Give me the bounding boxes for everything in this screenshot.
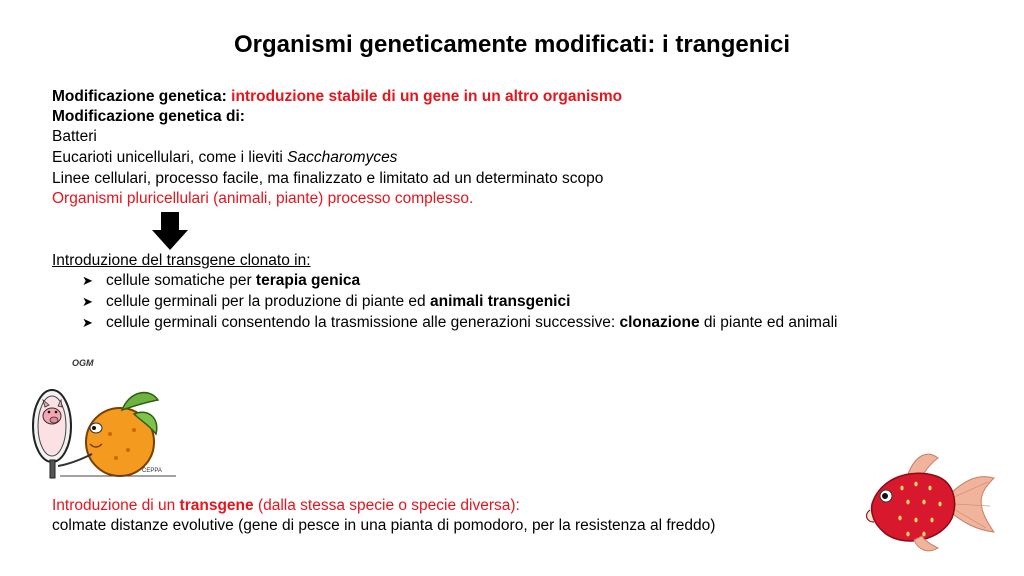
- strawberry-fish-illustration: [862, 448, 998, 556]
- bullet-item: [82, 292, 570, 312]
- cartoon-signature: CEPPA: [142, 468, 162, 474]
- transgene-bold: transgene: [179, 497, 254, 514]
- transgene-line: [52, 496, 520, 516]
- target-bacteria: Batteri: [52, 128, 97, 145]
- transgene-explanation: colmate distanze evolutive (gene di pesce in una pianta di pomodoro, per la resistenza al freddo): [52, 517, 716, 534]
- bullet-text: cellule somatiche per: [106, 272, 256, 289]
- target-multicellular: Organismi pluricellulari (animali, piante) processo complesso.: [52, 190, 474, 207]
- bullet-item: [82, 271, 360, 291]
- target-eukaryotes-text: Eucarioti unicellulari, come i lieviti: [52, 149, 288, 166]
- target-eukaryotes-italic: Saccharomyces: [287, 149, 398, 166]
- target-eukaryotes: [52, 148, 397, 168]
- slide-title: Organismi geneticamente modificati: i trangenici: [233, 31, 791, 58]
- bullet-item: [82, 313, 837, 333]
- transgene-post: (dalla stessa specie o specie diversa):: [253, 497, 520, 514]
- definition-text: introduzione stabile di un gene in un altro organismo: [231, 88, 623, 105]
- arrowhead-bullet-icon: ➤: [82, 273, 93, 288]
- transgene-pre: Introduzione di un: [52, 497, 180, 514]
- bullet-text: cellule germinali per la produzione di piante ed: [106, 293, 430, 310]
- definition-line: [52, 87, 622, 107]
- bullet-bold: clonazione: [619, 314, 700, 331]
- cartoon-ogm-label: OGM: [72, 358, 94, 368]
- bullet-post: di piante ed animali: [699, 314, 838, 331]
- arrowhead-bullet-icon: ➤: [82, 315, 93, 330]
- bullet-bold: terapia genica: [255, 272, 361, 289]
- ogm-cartoon-illustration: [30, 354, 180, 484]
- bullet-bold: animali transgenici: [429, 293, 571, 310]
- arrowhead-bullet-icon: ➤: [82, 294, 93, 309]
- targets-heading: Modificazione genetica di:: [52, 108, 245, 125]
- down-arrow-icon: [152, 212, 188, 250]
- introduction-heading: Introduzione del transgene clonato in:: [52, 252, 311, 269]
- bullet-text: cellule germinali consentendo la trasmissione alle generazioni successive:: [106, 314, 620, 331]
- target-cell-lines: Linee cellulari, processo facile, ma finalizzato e limitato ad un determinato scopo: [52, 170, 604, 187]
- definition-label: Modificazione genetica:: [52, 88, 227, 105]
